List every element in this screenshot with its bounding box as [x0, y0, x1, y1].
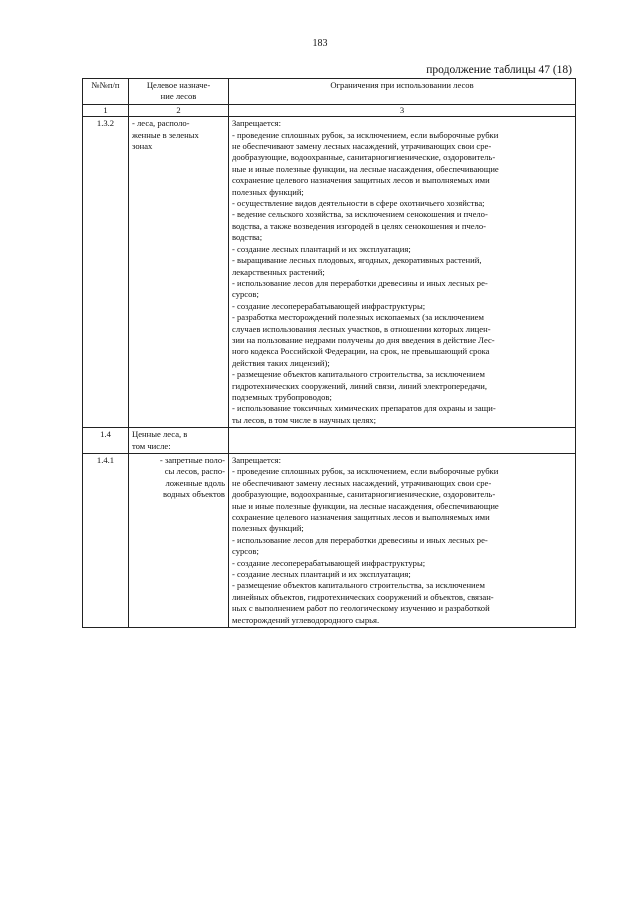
row-restrictions [229, 117, 576, 428]
restrictions-table [82, 78, 576, 628]
column-number: 1 [83, 104, 129, 116]
restriction-line: лекарственных растений; [232, 266, 325, 277]
restriction-line: ты лесов, в том числе в научных целях; [232, 414, 376, 425]
restriction-line: сохранение целевого назначения защитных лесов и выполняемых ими [232, 175, 490, 186]
restriction-line: - использование лесов для переработки древесины и иных лесных ре- [232, 534, 488, 545]
header-purpose-line: Целевое назначе- [146, 80, 211, 90]
restriction-line: действия таких лицензий); [232, 357, 330, 368]
restriction-line: - размещение объектов капитального строительства, за исключением [232, 369, 485, 380]
table-row [83, 117, 576, 428]
row-purpose [129, 454, 229, 628]
restriction-line: - осуществление видов деятельности в сфере охотничьего хозяйства; [232, 198, 485, 209]
restriction-line: случаев использования лесных участков, в отношении которых лицен- [232, 323, 491, 334]
restriction-line: водства, а также возведения изгородей в целях сенокошения и пчело- [232, 220, 487, 231]
restriction-line: не обеспечивают замену лесных насаждений, утрачивающих свои сре- [232, 141, 492, 152]
restriction-line: - использование лесов для переработки древесины и иных лесных ре- [232, 277, 488, 288]
restriction-line: Запрещается: [232, 455, 281, 465]
header-purpose-line: ние лесов [160, 91, 197, 102]
restriction-line: - создание лесоперерабатывающей инфраструктуры; [232, 557, 426, 568]
restriction-line: ные и иные полезные функции, на лесные насаждения, обеспечивающие [232, 163, 499, 174]
restriction-line: линейных объектов, гидротехнических сооружений и объектов, связан- [232, 591, 494, 602]
table-row [83, 428, 576, 454]
restriction-line: - проведение сплошных рубок, за исключением, если выборочные рубки [232, 129, 499, 140]
restriction-line: подземных трубопроводов; [232, 391, 332, 402]
restriction-line: сурсов; [232, 546, 259, 557]
table-continuation-caption: продолжение таблицы 47 (18) [426, 64, 572, 76]
restriction-line: - размещение объектов капитального строительства, за исключением [232, 580, 485, 591]
restriction-line: - разработка месторождений полезных ископаемых (за исключением [232, 312, 484, 323]
restriction-line: полезных функций; [232, 186, 304, 197]
column-number: 2 [129, 104, 229, 116]
restriction-line: сурсов; [232, 289, 259, 300]
row-number: 1.4 [83, 428, 129, 454]
row-number: 1.4.1 [83, 454, 129, 628]
table-row [83, 454, 576, 628]
restriction-line: дообразующие, водоохранные, санитарногигиенические, оздоровитель- [232, 152, 496, 163]
restriction-line: зии на пользование недрами получены до дня введения в действие Лес- [232, 334, 495, 345]
purpose-line: сы лесов, распо- [164, 466, 225, 477]
purpose-line: Ценные леса, в [132, 429, 188, 440]
page-number: 183 [312, 38, 328, 49]
restriction-line: - выращивание лесных плодовых, ягодных, декоративных растений, [232, 255, 482, 266]
restriction-line: не обеспечивают замену лесных насаждений, утрачивающих свои сре- [232, 477, 492, 488]
row-number: 1.3.2 [83, 117, 129, 428]
purpose-line: водных объектов [162, 489, 225, 500]
restriction-line: сохранение целевого назначения защитных лесов и выполняемых ими [232, 512, 490, 523]
purpose-line: - запретные поло- [159, 455, 225, 465]
restriction-line: - создание лесоперерабатывающей инфраструктуры; [232, 300, 426, 311]
restriction-line: гидротехнических сооружений, линий связи, линий электропередачи, [232, 380, 487, 391]
table-header-row [83, 79, 576, 105]
restriction-line: полезных функций; [232, 523, 304, 534]
column-number: 3 [229, 104, 576, 116]
purpose-line: женные в зеленых [132, 129, 199, 140]
restriction-line: - проведение сплошных рубок, за исключением, если выборочные рубки [232, 466, 499, 477]
purpose-line: ложенные вдоль [165, 477, 225, 488]
purpose-line: зонах [132, 141, 153, 152]
row-restrictions [229, 454, 576, 628]
header-number: №№п/п [83, 79, 129, 105]
restriction-line: месторождений углеводородного сырья. [232, 614, 380, 625]
restriction-line: ного кодекса Российской Федерации, на срок, не превышающий срока [232, 346, 490, 357]
column-number-row [83, 104, 576, 116]
restriction-line: Запрещается: [232, 118, 281, 129]
restriction-line: дообразующие, водоохранные, санитарногигиенические, оздоровитель- [232, 489, 496, 500]
header-restrictions: Ограничения при использовании лесов [229, 79, 576, 105]
row-restrictions [229, 428, 576, 454]
restriction-line: - ведение сельского хозяйства, за исключением сенокошения и пчело- [232, 209, 488, 220]
purpose-line: - леса, располо- [132, 118, 190, 129]
restriction-line: ные и иные полезные функции, на лесные насаждения, обеспечивающие [232, 500, 499, 511]
restriction-line: - создание лесных плантаций и их эксплуатация; [232, 243, 411, 254]
restriction-line: - использование токсичных химических препаратов для охраны и защи- [232, 403, 496, 414]
row-purpose [129, 117, 229, 428]
restriction-line: ных с выполнением работ по геологическому изучению и разработкой [232, 603, 490, 614]
restriction-line: - создание лесных плантаций и их эксплуатация; [232, 569, 411, 580]
header-purpose [129, 79, 229, 105]
row-purpose [129, 428, 229, 454]
restriction-line: водства; [232, 232, 263, 243]
purpose-line: том числе: [132, 440, 171, 451]
table-body [83, 117, 576, 628]
